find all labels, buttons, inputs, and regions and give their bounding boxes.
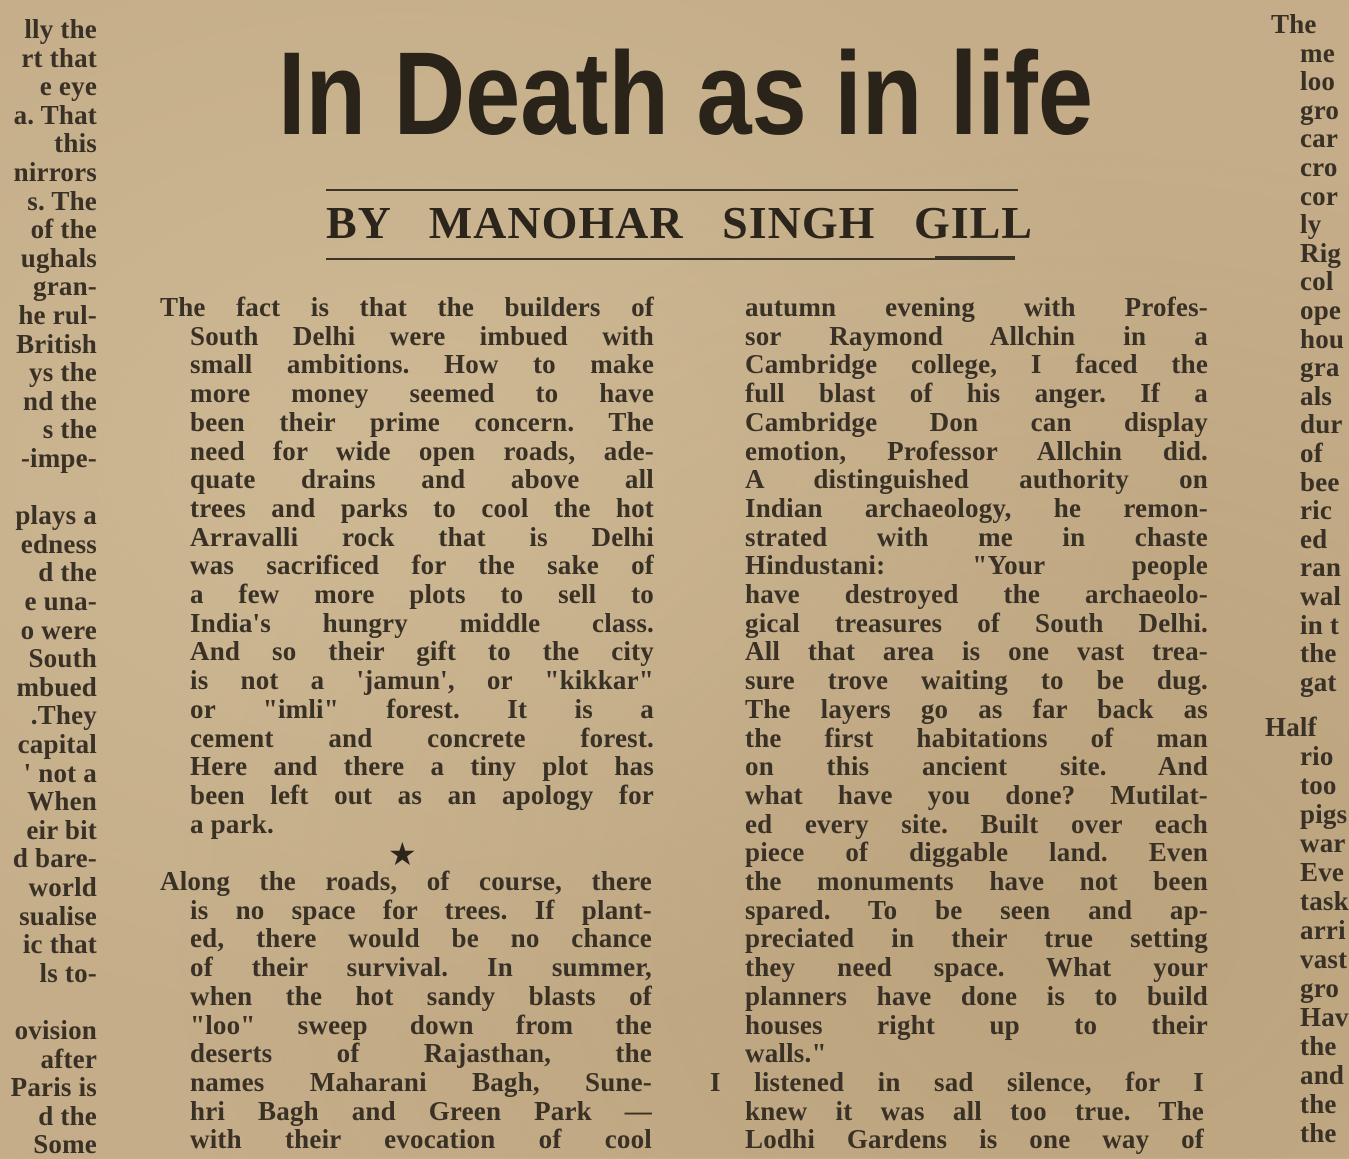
article-text-line: Cambridge college, I faced the <box>745 349 1208 380</box>
right-column-fragment-line: The <box>1271 9 1317 39</box>
article-text-line: trees and parks to cool the hot <box>190 492 654 523</box>
right-column-fragment-line: gro <box>1300 973 1340 1003</box>
right-column-fragment-line: gat <box>1300 666 1337 697</box>
right-column-fragment-line: the <box>1300 1089 1337 1119</box>
right-column-fragment-line: the <box>1300 638 1337 669</box>
article-text-line: a few more plots to sell to <box>190 579 654 609</box>
left-column-fragment-line: capital <box>17 729 97 759</box>
left-column-fragment-line: British <box>16 328 97 359</box>
star-separator: ★ <box>388 836 417 872</box>
article-text-line: ed every site. Built over each <box>745 808 1208 839</box>
left-column-fragment-line: s. The <box>27 185 97 216</box>
article-text-line: And so their gift to the city <box>190 636 654 667</box>
article-text-line: knew it was all too true. The <box>745 1095 1204 1126</box>
article-text-line: walls." <box>745 1038 827 1069</box>
right-column-fragment-line: the <box>1300 1031 1337 1061</box>
article-text-line: names Maharani Bagh, Sune- <box>190 1066 652 1097</box>
article-text-line: gical treasures of South Delhi. <box>745 607 1208 638</box>
right-column-fragment-line: in t <box>1300 609 1340 640</box>
right-column-fragment-line: bee <box>1300 466 1340 497</box>
left-column-fragment-line: ' not a <box>23 757 97 788</box>
right-column-fragment-line: me <box>1300 37 1335 68</box>
right-column-fragment-line: Hav <box>1300 1002 1349 1032</box>
right-column-fragment-line: of <box>1300 438 1323 468</box>
right-column-fragment-line: ric <box>1300 495 1333 526</box>
left-column-fragment-line: he rul- <box>18 300 97 330</box>
article-text-line: or "imli" forest. It is a <box>190 693 654 724</box>
right-column-fragment-line: ed <box>1300 523 1328 554</box>
right-column-fragment-line: car <box>1300 123 1339 154</box>
left-column-fragment-line: nd the <box>23 385 97 416</box>
article-text-line: All that area is one vast trea- <box>745 636 1208 667</box>
right-column-fragment-line: cor <box>1300 180 1339 211</box>
article-text-line: preciated in their true setting <box>745 923 1208 954</box>
right-column-fragment-line: ope <box>1300 295 1342 325</box>
right-column-fragment-line: rio <box>1300 741 1334 771</box>
right-column-fragment-line: vast <box>1300 944 1348 974</box>
left-column-fragment-line: e eye <box>39 71 97 102</box>
right-column-fragment-line: arri <box>1300 915 1346 945</box>
byline: BY MANOHAR SINGH GILL <box>326 197 1033 248</box>
article-text-line: hri Bagh and Green Park — <box>190 1095 652 1126</box>
article-text-line: what have you done? Mutilat- <box>745 779 1208 810</box>
right-column-fragment-line: col <box>1300 266 1334 297</box>
right-column-fragment-line: wal <box>1300 581 1342 611</box>
article-text-line: strated with me in chaste <box>745 521 1208 552</box>
article-text-line: on this ancient site. And <box>745 751 1208 782</box>
article-text-line: small ambitions. How to make <box>190 349 654 380</box>
article-text-line: Here and there a tiny plot has <box>190 751 654 782</box>
article-text-line: Hindustani: "Your people <box>745 550 1208 581</box>
article-text-line: cement and concrete forest. <box>190 722 654 753</box>
headline-text: In Death as in life <box>278 28 1093 160</box>
article-text-line: of their survival. In summer, <box>190 952 652 983</box>
left-column-fragment-line: edness <box>20 528 97 559</box>
right-column-fragment-line: ran <box>1300 552 1342 583</box>
left-column-fragment-line: nirrors <box>13 157 97 187</box>
left-column-fragment-line: rt that <box>21 42 97 73</box>
right-column-fragment-line: ly <box>1300 209 1322 240</box>
article-text-line: need for wide open roads, ade- <box>190 435 654 466</box>
left-column-fragment-line: ovision <box>14 1015 97 1045</box>
right-column-fragment-line: loo <box>1300 66 1336 97</box>
right-column-fragment-line: too <box>1300 770 1337 800</box>
left-column-fragment-line: ys the <box>29 357 97 388</box>
left-column-fragment-line: ls to- <box>39 957 97 988</box>
right-column-fragment-line: dur <box>1300 409 1343 440</box>
article-text-line: emotion, Professor Allchin did. <box>745 435 1208 466</box>
article-text-line: with their evocation of cool <box>190 1124 652 1155</box>
article-text-line: a park. <box>190 808 274 839</box>
left-column-fragment-line: e una- <box>24 586 97 616</box>
right-column-fragment-line: and <box>1300 1060 1345 1090</box>
left-column-fragment-line: d bare- <box>12 843 97 874</box>
top-rule <box>326 189 1018 191</box>
left-column-fragment-line: a. That <box>13 99 97 130</box>
left-column-fragment-line: gran- <box>33 271 97 302</box>
left-column-fragment-line: o were <box>20 614 97 645</box>
article-text-line: sure trove waiting to be dug. <box>745 665 1208 696</box>
left-column-fragment-line: eir bit <box>26 814 97 845</box>
left-column-fragment-line: ic that <box>22 929 97 960</box>
article-text-line: sor Raymond Allchin in a <box>745 320 1208 351</box>
article-text-line: planners have done is to build <box>745 980 1208 1011</box>
article-text-line: Arravalli rock that is Delhi <box>190 521 654 552</box>
article-text-line: was sacrificed for the sake of <box>190 550 654 581</box>
article-text-line: The layers go as far back as <box>745 693 1208 724</box>
article-text-line: the monuments have not been <box>745 866 1208 896</box>
right-column-fragment-line: als <box>1300 380 1333 411</box>
right-column-fragment-line: gro <box>1300 94 1340 125</box>
article-text-line: they need space. What your <box>745 952 1208 983</box>
article-text-line: is no space for trees. If plant- <box>190 894 652 925</box>
left-column-fragment-line: after <box>40 1043 97 1074</box>
article-text-line: more money seemed to have <box>190 378 654 409</box>
bottom-rule-accent <box>935 256 1015 260</box>
left-column-fragment-line: ughals <box>20 242 97 273</box>
left-column-fragment-line: -impe- <box>20 443 97 473</box>
article-text-line: have destroyed the archaeolo- <box>745 579 1208 609</box>
article-text-line: deserts of Rajasthan, the <box>190 1038 652 1069</box>
right-column-fragment-line: pigs <box>1300 799 1348 829</box>
article-text-line: full blast of his anger. If a <box>745 378 1208 409</box>
left-column-fragment-line: Paris is <box>10 1072 97 1103</box>
right-column-fragment-line: war <box>1300 828 1346 858</box>
left-column-fragment-line: d the <box>38 557 97 588</box>
right-column-fragment-line: the <box>1300 1118 1337 1148</box>
left-column-fragment-line: .They <box>30 700 97 731</box>
article-text-line: Cambridge Don can display <box>745 406 1208 437</box>
article-text-line: houses right up to their <box>745 1009 1208 1040</box>
left-column-fragment-line: s the <box>42 414 97 445</box>
article-text-line: Lodhi Gardens is one way of <box>745 1124 1204 1155</box>
article-text-line: "loo" sweep down from the <box>190 1009 652 1040</box>
article-text-line: been their prime concern. The <box>190 406 654 437</box>
right-column-fragment-line: Half <box>1265 712 1317 742</box>
left-column-fragment-line: this <box>54 128 97 159</box>
article-text-line: autumn evening with Profes- <box>745 292 1208 322</box>
article-text-line: India's hungry middle class. <box>190 607 654 638</box>
article-text-line: is not a 'jamun', or "kikkar" <box>190 665 654 696</box>
article-text-line: the first habitations of man <box>745 722 1208 753</box>
article-text-line: Indian archaeology, he remon- <box>745 492 1208 523</box>
article-text-line: piece of diggable land. Even <box>745 837 1208 868</box>
article-text-line: South Delhi were imbued with <box>190 320 654 351</box>
bottom-rule <box>326 258 1015 260</box>
headline <box>272 28 1112 160</box>
article-text-line: spared. To be seen and ap- <box>745 894 1208 925</box>
article-text-line: when the hot sandy blasts of <box>190 980 652 1011</box>
left-column-fragment-line: lly the <box>24 14 97 44</box>
left-column-fragment-line: of the <box>30 214 97 245</box>
right-column-fragment-line: hou <box>1300 323 1345 354</box>
right-column-fragment-line: Rig <box>1300 237 1342 268</box>
article-text-line: quate drains and above all <box>190 464 654 495</box>
article-text-line: ed, there would be no chance <box>190 923 652 954</box>
right-column-fragment-line: task <box>1300 886 1349 916</box>
left-column-fragment-line: sualise <box>19 900 97 931</box>
article-text-line: I listened in sad silence, for I <box>710 1066 1204 1097</box>
left-column-fragment-line: Some <box>33 1129 97 1159</box>
left-column-fragment-line: d the <box>38 1100 97 1131</box>
right-column-fragment-line: Eve <box>1300 857 1345 887</box>
article-text-line: been left out as an apology for <box>190 779 654 810</box>
left-column-fragment-line: world <box>28 872 97 902</box>
article-text-line: Along the roads, of course, there <box>160 866 652 896</box>
left-column-fragment-line: plays a <box>15 500 97 531</box>
left-column-fragment-line: When <box>27 786 97 817</box>
article-text-line: The fact is that the builders of <box>160 292 654 322</box>
article-text-line: A distinguished authority on <box>745 464 1208 495</box>
right-column-fragment-line: gra <box>1300 352 1340 383</box>
right-column-fragment-line: cro <box>1300 152 1338 182</box>
left-column-fragment-line: mbued <box>16 671 97 702</box>
left-column-fragment-line: South <box>28 643 97 674</box>
